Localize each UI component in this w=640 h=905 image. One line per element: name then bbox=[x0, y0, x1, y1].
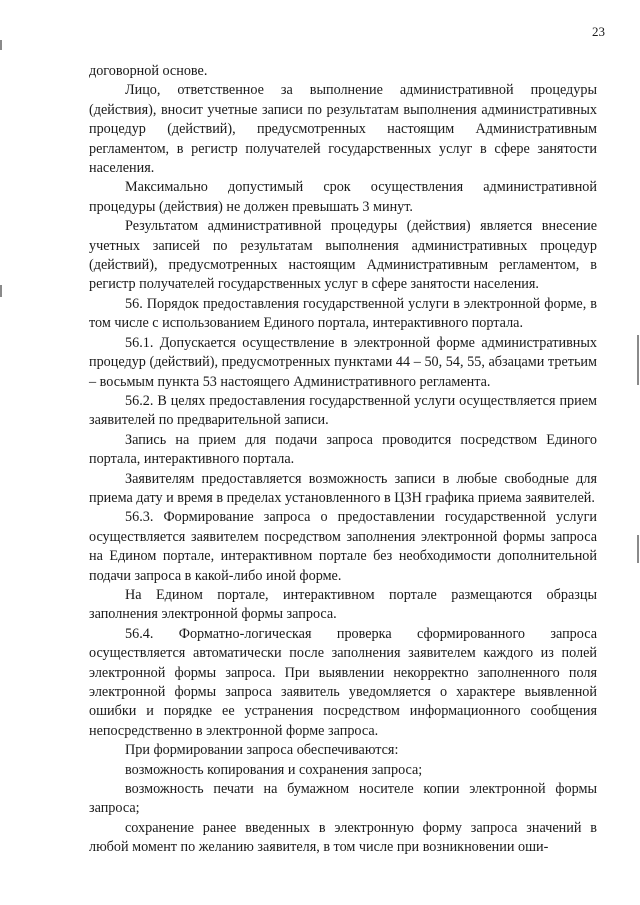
paragraph: 56.1. Допускается осуществление в электронной форме административных процедур (действий), предусмотренных пунктами 44 – 50, 54, 55, абзацами третьим – восьмым пункта 53 настоящего Административного регламента. bbox=[89, 334, 597, 390]
scan-edge-mark bbox=[637, 335, 639, 385]
page-number: 23 bbox=[592, 24, 605, 39]
scan-edge-mark bbox=[637, 535, 639, 563]
paragraph: Максимально допустимый срок осуществления административной процедуры (действия) не должен превышать 3 минут. bbox=[89, 179, 597, 215]
paragraph: Лицо, ответственное за выполнение административной процедуры (действия), вносит учетные записи по результатам выполнения административных процедур (действий), предусмотренных настоящим Административным регламентом, в регистр получателей государственных услуг в сфере занятости населения. bbox=[89, 82, 597, 177]
paragraph: На Едином портале, интерактивном портале размещаются образцы заполнения электронной формы запроса. bbox=[89, 586, 597, 623]
document-body bbox=[89, 62, 597, 858]
paragraph: возможность копирования и сохранения запроса; bbox=[125, 761, 423, 778]
scan-edge-mark bbox=[0, 40, 2, 50]
paragraph: 56.2. В целях предоставления государственной услуги осуществляется прием заявителей по предварительной записи. bbox=[89, 392, 597, 429]
paragraph: При формировании запроса обеспечиваются: bbox=[125, 742, 399, 759]
paragraph: Запись на прием для подачи запроса проводится посредством Единого портала, интерактивного портала. bbox=[89, 431, 597, 468]
paragraph: Результатом административной процедуры (действия) является внесение учетных записей по результатам выполнения административных процедур (действий), предусмотренных настоящим Административным регламентом, в регистр получателей государственных услуг в сфере занятости населения. bbox=[89, 218, 597, 293]
paragraph: Заявителям предоставляется возможность записи в любые свободные для приема дату и время в пределах установленного в ЦЗН графика приема заявителей. bbox=[89, 470, 597, 506]
section-heading-56: 56. Порядок предоставления государственной услуги в электронной форме, в том числе с использованием Единого портала, интерактивного портала. bbox=[89, 295, 597, 332]
paragraph: 56.3. Формирование запроса о предоставлении государственной услуги осуществляется заявителем посредством заполнения электронной формы запроса на Едином портале, интерактивном портале без необходимости дополнительной подачи запроса в какой-либо иной форме. bbox=[89, 509, 597, 584]
paragraph: возможность печати на бумажном носителе копии электронной формы запроса; bbox=[89, 781, 597, 817]
scan-edge-mark bbox=[0, 285, 2, 297]
paragraph: договорной основе. bbox=[89, 63, 208, 79]
paragraph: 56.4. Форматно-логическая проверка сформированного запроса осуществляется автоматически после заполнения заявителем каждого из полей электронной формы запроса. При выявлении некорректно заполненного поля электронной формы запроса заявитель уведомляется о характере выявленной ошибки и порядке ее устранения посредством информационного сообщения непосредственно в электронной форме запроса. bbox=[89, 625, 597, 739]
paragraph: сохранение ранее введенных в электронную форму запроса значений в любой момент по желанию заявителя, в том числе при возникновении оши- bbox=[89, 819, 597, 856]
